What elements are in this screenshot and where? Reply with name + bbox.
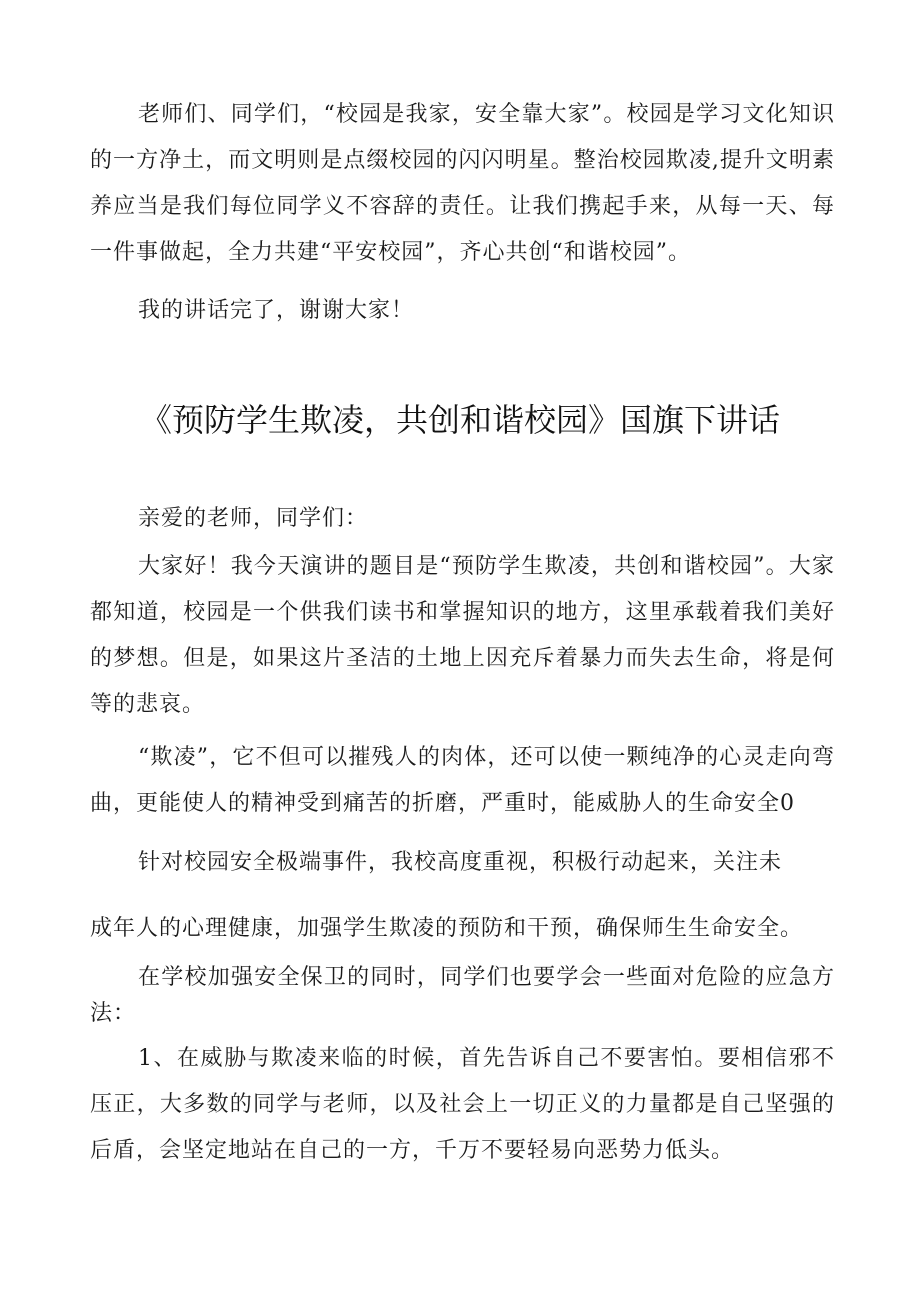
school-action-line1: 针对校园安全极端事件，我校高度重视，积极行动起来，关注未 bbox=[138, 850, 783, 875]
emergency-item-1: 1、在威胁与欺凌来临的时候，首先告诉自己不要害怕。要相信邪不压正，大多数的同学与老师，以及社会上一切正义的力量都是自己坚强的后盾，会坚定地站在自己的一方，千万不要轻易向恶势力低头。 bbox=[90, 1046, 835, 1163]
closing-thanks: 我的讲话完了，谢谢大家！ bbox=[138, 298, 415, 323]
school-action-line2: 成年人的心理健康，加强学生欺凌的预防和干预，确保师生生命安全。 bbox=[90, 916, 804, 941]
salutation: 亲爱的老师，同学们： bbox=[138, 506, 369, 531]
intro-paragraph: 大家好！我今天演讲的题目是“预防学生欺凌，共创和谐校园”。大家都知道，校园是一个供我们读书和掌握知识的地方，这里承载着我们美好的梦想。但是，如果这片圣洁的土地上因充斥着暴力而失去生命，将是何等的悲哀。 bbox=[90, 554, 835, 717]
bullying-paragraph: “欺凌”，它不但可以摧残人的肉体，还可以使一颗纯净的心灵走向弯曲，更能使人的精神受到痛苦的折磨，严重时，能威胁人的生命安全0 bbox=[90, 745, 835, 816]
speech-title: 《预防学生欺凌，共创和谐校园》国旗下讲话 bbox=[139, 401, 780, 439]
emergency-intro: 在学校加强安全保卫的同时，同学们也要学会一些面对危险的应急方法： bbox=[90, 965, 835, 1026]
closing-paragraph: 老师们、同学们，“校园是我家，安全靠大家”。校园是学习文化知识的一方净土，而文明则是点缀校园的闪闪明星。整治校园欺凌,提升文明素养应当是我们每位同学义不容辞的责任。让我们携起手来，从每一天、每一件事做起，全力共建“平安校园”，齐心共创“和谐校园”。 bbox=[90, 102, 835, 265]
